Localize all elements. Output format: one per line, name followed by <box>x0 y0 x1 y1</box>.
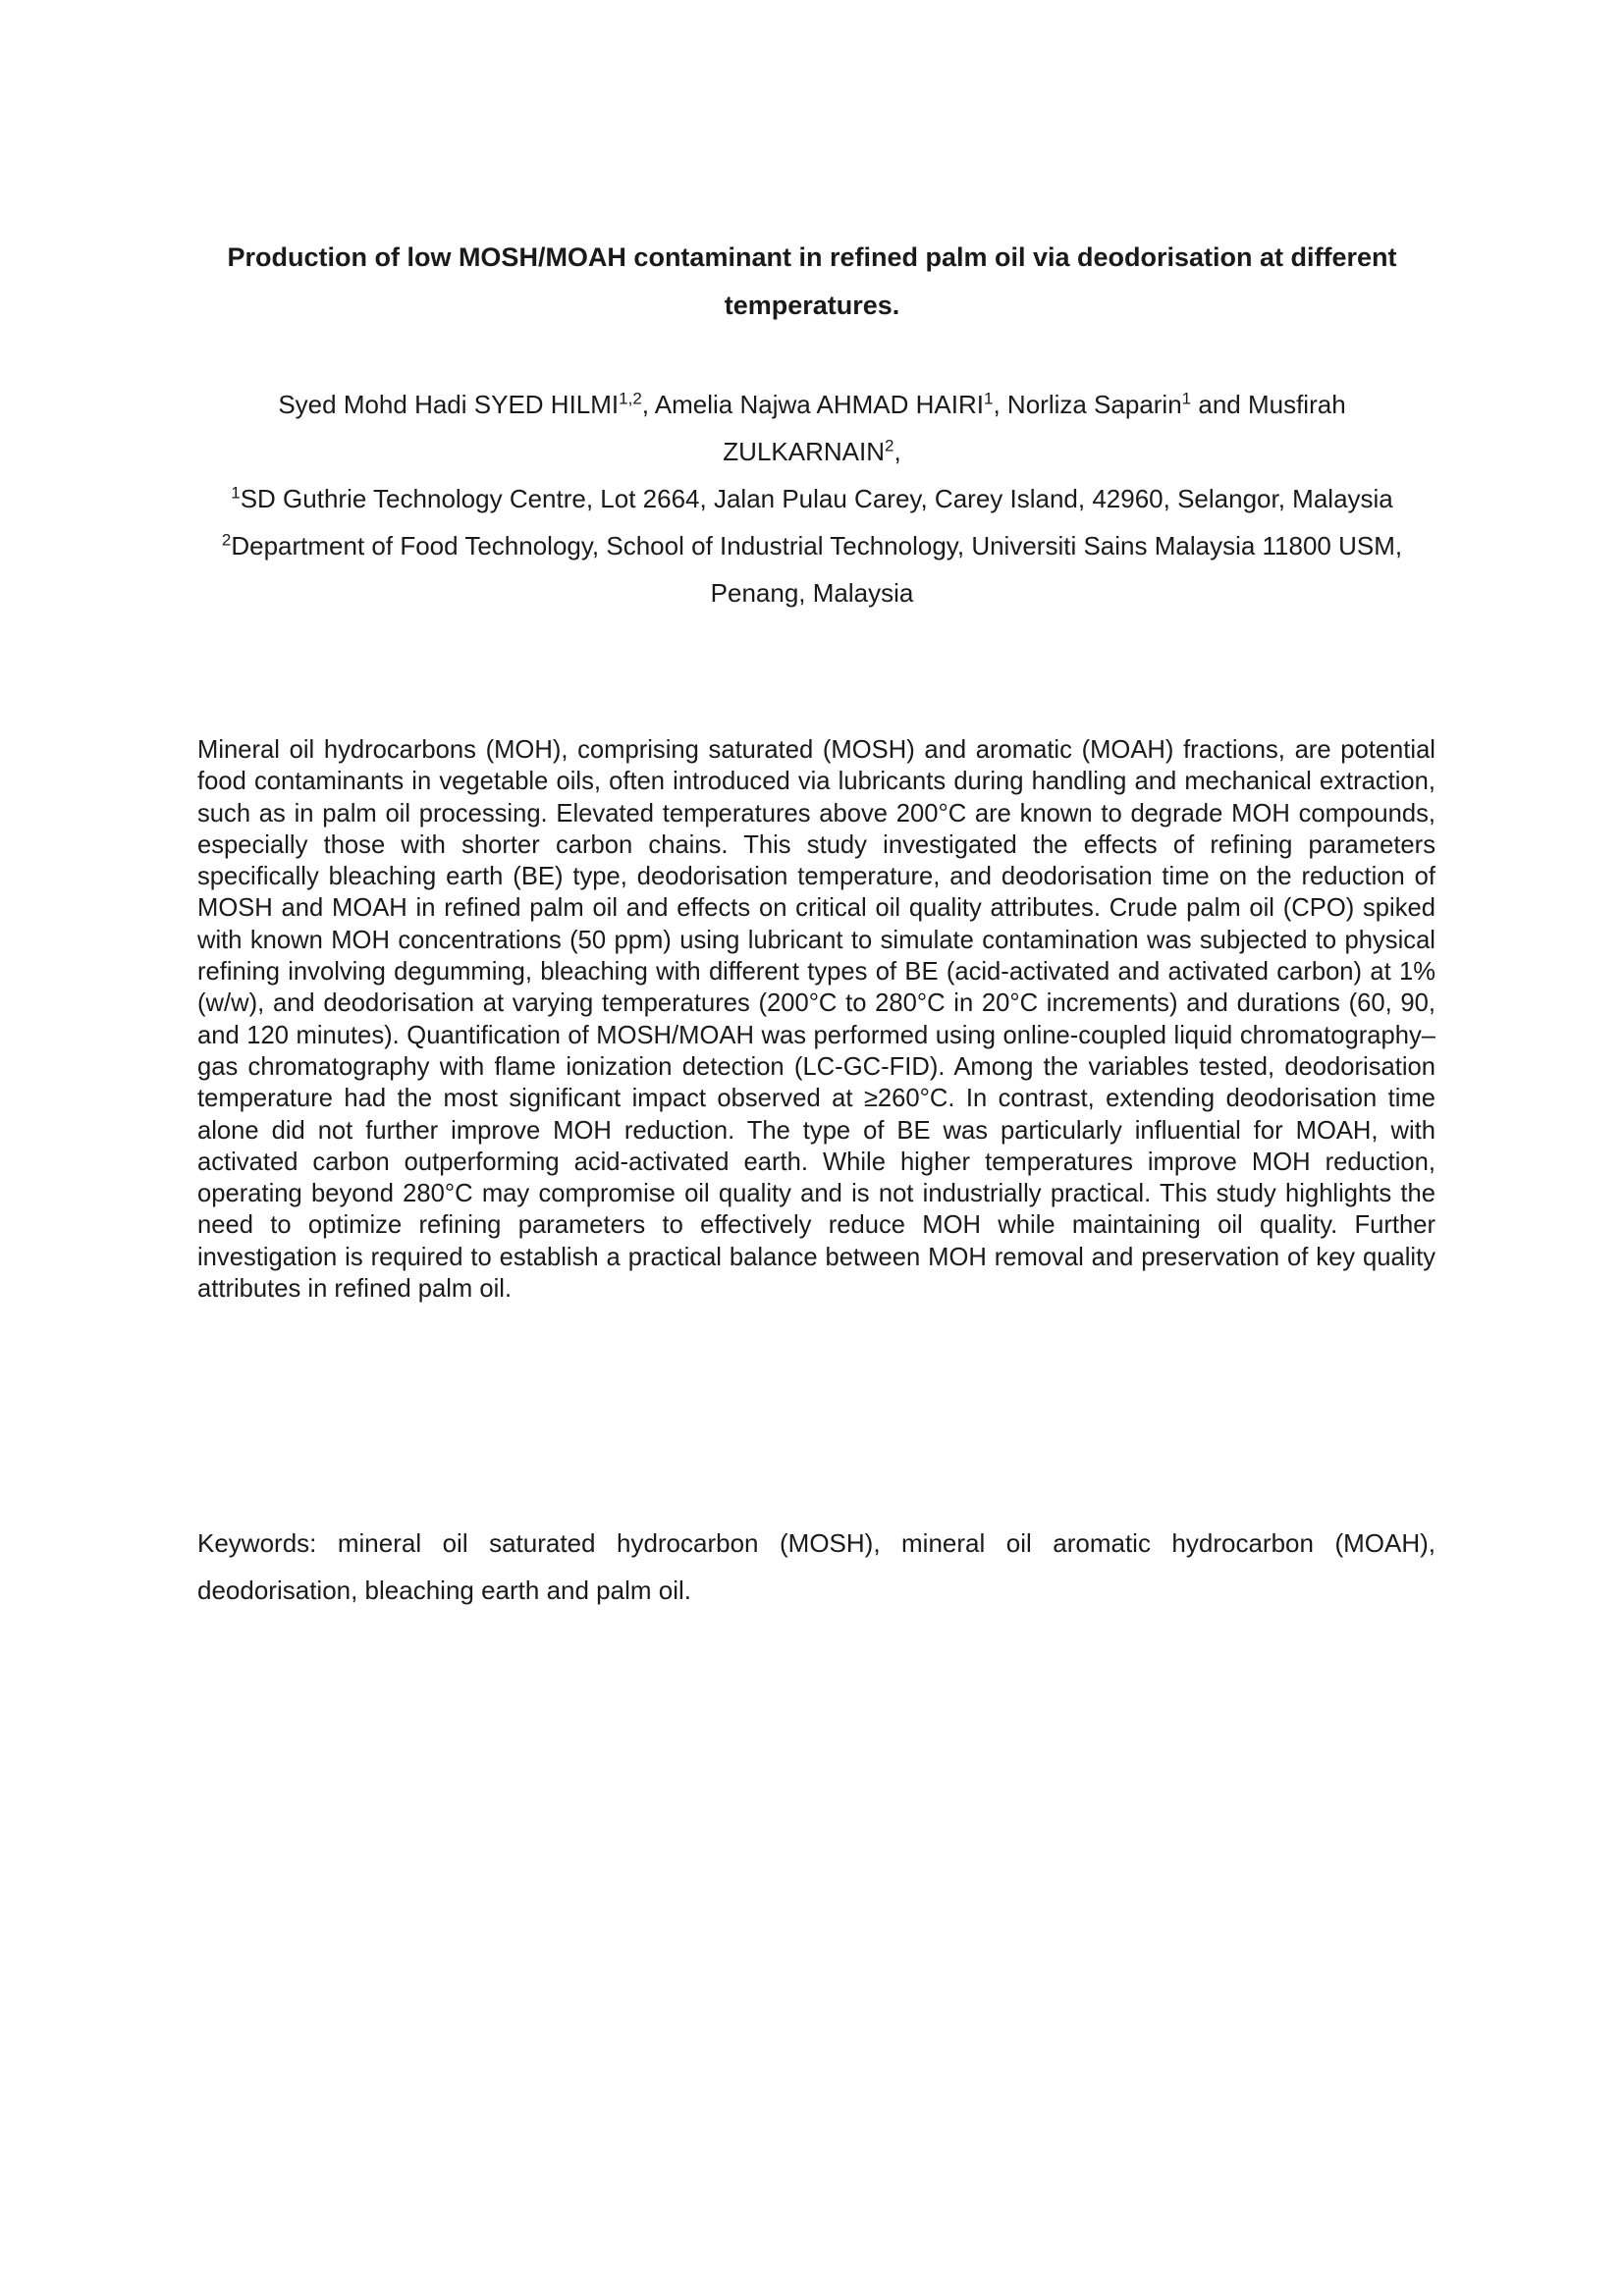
keywords: Keywords: mineral oil saturated hydrocarbon (MOSH), mineral oil aromatic hydrocarbon (MOAH), deodorisation, bleaching earth and palm oil. <box>197 1528 1435 1605</box>
affiliation-2 <box>196 522 1428 616</box>
affiliation-text: Department of Food Technology, School of Industrial Technology, Universiti Sains Malaysia 11800 USM, Penang, Malaysia <box>231 531 1403 608</box>
author-name: Amelia Najwa AHMAD HAIRI <box>654 390 984 419</box>
affiliation-text: SD Guthrie Technology Centre, Lot 2664, Jalan Pulau Carey, Carey Island, 42960, Selangor, Malaysia <box>240 484 1393 513</box>
affiliation-1 <box>196 475 1428 522</box>
author-name: Musfirah ZULKARNAIN <box>723 390 1346 466</box>
author-affiliation-marker: 1,2 <box>619 389 642 408</box>
author-affiliation-marker: 2 <box>885 436 894 455</box>
affiliation-marker: 2 <box>221 530 232 550</box>
author-affiliation-marker: 1 <box>1181 389 1192 408</box>
affiliation-marker: 1 <box>231 483 241 503</box>
author-list <box>196 381 1428 475</box>
author-separator: , <box>641 390 655 419</box>
abstract-text: Mineral oil hydrocarbons (MOH), comprising saturated (MOSH) and aromatic (MOAH) fractions, are potential food contaminants in vegetable oils, often introduced via lubricants during handling and mechanical extraction, such as in palm oil processing. Elevated temperatures above 200°C are known to degrade MOH compounds, especially those with shorter carbon chains. This study investigated the effects of refining parameters specifically bleaching earth (BE) type, deodorisation temperature, and deodorisation time on the reduction of MOSH and MOAH in refined palm oil and effects on critical oil quality attributes. Crude palm oil (CPO) spiked with known MOH concentrations (50 ppm) using lubricant to simulate contamination was subjected to physical refining involving degumming, bleaching with different types of BE (acid-activated and activated carbon) at 1% (w/w), and deodorisation at varying temperatures (200°C to 280°C in 20°C increments) and durations (60, 90, and 120 minutes). Quantification of MOSH/MOAH was performed using online-coupled liquid chromatography–gas chromatography with flame ionization detection (LC-GC-FID). Among the variables tested, deodorisation temperature had the most significant impact observed at ≥260°C. In contrast, extending deodorisation time alone did not further improve MOH reduction. The type of BE was particularly influential for MOAH, with activated carbon outperforming acid-activated earth. While higher temperatures improve MOH reduction, operating beyond 280°C may compromise oil quality and is not industrially practical. This study highlights the need to optimize refining parameters to effectively reduce MOH while maintaining oil quality. Further investigation is required to establish a practical balance between MOH removal and preservation of key quality attributes in refined palm oil. <box>197 736 1435 1304</box>
author-separator: and <box>1191 390 1248 419</box>
paper-title: Production of low MOSH/MOAH contaminant in refined palm oil via deodorisation at different temperatures. <box>227 242 1397 320</box>
author-block <box>196 381 1428 616</box>
author-separator: , <box>893 437 901 466</box>
author-separator: , <box>993 390 1007 419</box>
author-name: Norliza Saparin <box>1006 390 1182 419</box>
author-name: Syed Mohd Hadi SYED HILMI <box>278 390 620 419</box>
author-affiliation-marker: 1 <box>984 389 994 408</box>
